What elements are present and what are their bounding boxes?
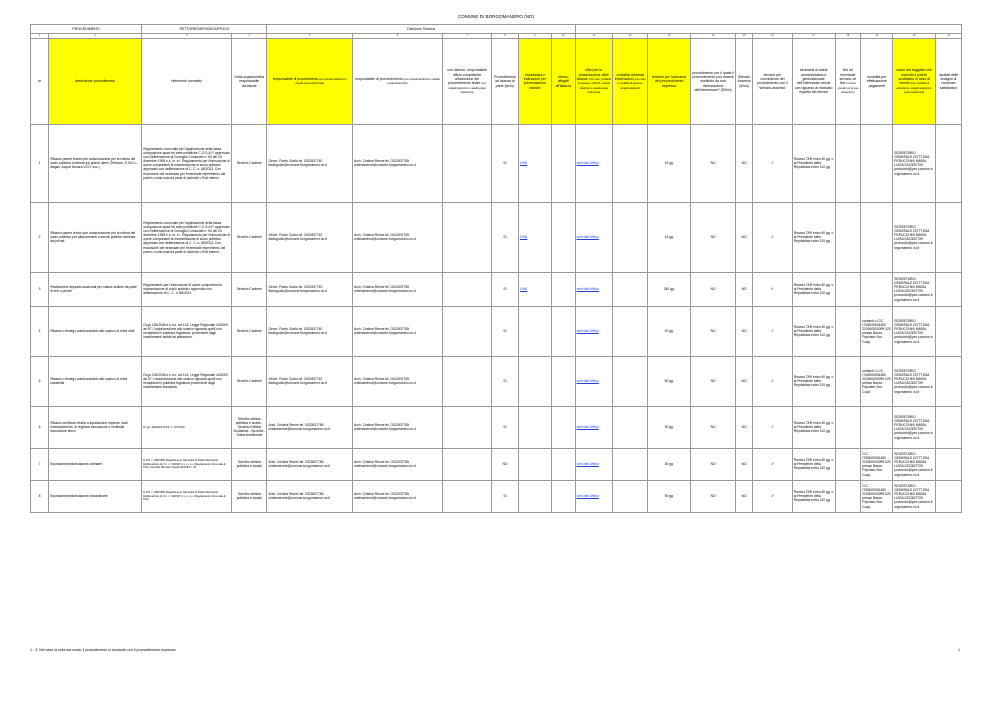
cell-sostituito: NO	[691, 356, 736, 406]
cell-customer	[936, 306, 962, 356]
uffici-link[interactable]: vedi dati Ufficio	[576, 379, 599, 384]
uffici-link[interactable]: vedi dati Ufficio	[576, 161, 599, 166]
cell-istanza: SI	[492, 202, 519, 272]
cell-ove-diverso	[442, 272, 491, 306]
header-ove-diverso: ove diverso, responsabile ufficio competente all'adozione del provvedimento finale (con recapiti telefonici e casella posta elettronica)	[442, 39, 491, 125]
cell-descrizione: Rilascio certificati relativi a liquidazione imprese, stati d'avanzamento, di regolare esecuzione e certificati esecuzione lavori	[49, 406, 142, 448]
modulistica-link[interactable]: LINK	[519, 235, 528, 240]
cell-modulistica	[518, 202, 551, 272]
cell-pagamenti	[861, 124, 893, 202]
cell-istanza: SI	[492, 356, 519, 406]
header-modalita: modalità richiesta informazioni (con orari e modalità di accesso, recapiti telefonici)	[613, 39, 648, 125]
cell-modulistica	[518, 406, 551, 448]
cell-link-servizio	[835, 448, 861, 480]
cell-resp-provv: Arch. Cristina Renne tel. 0322837765 cristinarenne@comune.borgomanero.no.it	[353, 480, 443, 512]
cell-descrizione: Esumazioni/estumulazioni ordinarie	[49, 448, 142, 480]
cell-descrizione: Rilascio parere tecnici per autorizzazione per la rottura del suolo pubblico per allacciamenti a servizi pubblici richiesta dai privati	[49, 202, 142, 272]
uffici-link[interactable]: vedi dati Ufficio	[576, 287, 599, 292]
top-bar-empty	[575, 25, 961, 34]
table-row	[31, 406, 962, 448]
cell-modalita	[613, 356, 648, 406]
cell-tutela: Ricorso TAR entro 60 gg. o al Presidente della Repubblica entro 120 gg.	[792, 480, 835, 512]
cell-tutela: Ricorso TAR entro 60 gg. o al Presidente della Repubblica entro 120 gg.	[792, 356, 835, 406]
uffici-link[interactable]: vedi dati Ufficio	[576, 425, 599, 430]
cell-pagamenti	[861, 406, 893, 448]
column-number: 8	[492, 33, 519, 39]
cell-pagamenti: contanti o C/C IT46D05034450 220000000099 020 presso Banco Popolare Soc. Coop.	[861, 306, 893, 356]
cell-modulistica	[518, 124, 551, 202]
header-sostituito: procedimento per il quale il provvedimento può essere sostituito da una dichiarazione dell'interessato? (SI/No)	[691, 39, 736, 125]
settore-label: SETTORE/SERVIZIO/UFFICIO	[142, 25, 267, 34]
cell-conclusione: //	[753, 448, 793, 480]
cell-silenzio: NO	[736, 306, 753, 356]
cell-unita: Servizio Cantiere	[232, 306, 267, 356]
uffici-link[interactable]: vedi dati Ufficio	[576, 462, 599, 467]
table-row	[31, 480, 962, 512]
cell-ove-diverso	[442, 356, 491, 406]
cell-ove-diverso	[442, 306, 491, 356]
cell-link-servizio	[835, 124, 861, 202]
cell-resp-provv: Arch. Cristina Renne tel. 0322837765 cristinarenne@comune.borgomanero.no.it	[353, 448, 443, 480]
cell-riferimenti: D.P.R. n. 285/1990 (Regolamento Nazionale di Polizia Mortuaria) Deliberazione di C.C. n. 30/1997 e s. m. e i. (Regolamento Comunale di P.M.)	[142, 480, 232, 512]
cell-resp-proc: Arch. Cristina Renne tel. 0322837765 cristinarenne@comune.borgomanero.no.it	[267, 480, 353, 512]
cell-modalita	[613, 272, 648, 306]
cell-customer	[936, 448, 962, 480]
column-number: 14	[691, 33, 736, 39]
cell-tutela: Ricorso TAR entro 60 gg. o al Presidente della Repubblica entro 120 gg.	[792, 406, 835, 448]
cell-conclusione: //	[753, 272, 793, 306]
header-allegati: elenco allegati all'istanza	[552, 39, 576, 125]
cell-sostituito: NO	[691, 124, 736, 202]
cell-nr: 3	[31, 272, 49, 306]
cell-modulistica	[518, 356, 551, 406]
cell-modalita	[613, 406, 648, 448]
header-modulistica: modulistica e indicazioni per presentazione istanze	[518, 39, 551, 125]
cell-uffici	[575, 272, 612, 306]
header-pagamenti: modalità per effettuazione pagamenti	[861, 39, 893, 125]
column-number: 3	[142, 33, 232, 39]
cell-termine: 240 gg.	[648, 272, 691, 306]
header-customer: risultati delle indagini di customer satisfaction	[936, 39, 962, 125]
top-bar-row	[31, 25, 962, 34]
cell-riferimenti: D. lgs. 163/2006 D.P.R. n. 207/2010	[142, 406, 232, 448]
cell-termine: 30 gg.	[648, 448, 691, 480]
cell-termine: 90 gg.	[648, 480, 691, 512]
cell-sostitutivo: SEGRETARIO GENERALE DOTT.SSA PERUCCHINI MARIA LUISA 0322837709 protocollo@pec.comune.borgomanero.no.it	[893, 356, 936, 406]
column-number: 17	[792, 33, 835, 39]
cell-riferimenti: Regolamento per l'esecuzione di opere comportanti la manomissione di suolo pubblico approvato con deliberazione di C. C. n. 88/2013	[142, 272, 232, 306]
cell-modalita	[613, 448, 648, 480]
cell-istanza: SI	[492, 306, 519, 356]
cell-modulistica	[518, 306, 551, 356]
cell-sostitutivo: SEGRETARIO GENERALE DOTT.SSA PERUCCHINI MARIA LUISA 0322837709 protocollo@pec.comune.borgomanero.no.it	[893, 448, 936, 480]
cell-sostituito: NO	[691, 202, 736, 272]
cell-resp-proc: Geom. Flavio Godio tel. 0322837740 flaviogodio@comune.borgomanero.no.it	[267, 272, 353, 306]
cell-termine: 20 gg.	[648, 306, 691, 356]
cell-tutela: Ricorso TAR entro 60 gg. o al Presidente della Repubblica entro 120 gg.	[792, 448, 835, 480]
cell-unita: Servizio edilizia pubblica e strade	[232, 480, 267, 512]
cell-customer	[936, 356, 962, 406]
header-istanza: Procedimento ad istanza di parte (si/no)	[492, 39, 519, 125]
cell-allegati	[552, 448, 576, 480]
modulistica-link[interactable]: LINK	[519, 287, 528, 292]
procedures-table	[30, 24, 962, 513]
cell-unita: Servizio edilizia pubblica e strade - Servizio Edilizia Scolastica - Sportiva - Tutela Ambientale	[232, 406, 267, 448]
cell-descrizione: Rilascio o diniego autorizzazione allo scarico di reflui industriali	[49, 356, 142, 406]
cell-termine: 15 gg.	[648, 124, 691, 202]
cell-resp-provv: Arch. Cristina Renne tel. 0322837765 cristinarenne@comune.borgomanero.no.it	[353, 306, 443, 356]
cell-allegati	[552, 272, 576, 306]
cell-istanza: SI	[492, 480, 519, 512]
cell-modalita	[613, 480, 648, 512]
cell-sostituito: NO	[691, 480, 736, 512]
cell-resp-proc: Arch. Cristina Renne tel. 0322837765 cristinarenne@comune.borgomanero.no.it	[267, 406, 353, 448]
cell-conclusione: //	[753, 124, 793, 202]
cell-customer	[936, 202, 962, 272]
cell-conclusione: //	[753, 202, 793, 272]
header-riferimenti: riferimenti normativi	[142, 39, 232, 125]
column-number: 7	[442, 33, 491, 39]
cell-allegati	[552, 406, 576, 448]
cell-sostitutivo: SEGRETARIO GENERALE DOTT.SSA PERUCCHINI MARIA LUISA 0322837709 protocollo@pec.comune.borgomanero.no.it	[893, 124, 936, 202]
cell-pagamenti	[861, 272, 893, 306]
cell-istanza: SI	[492, 406, 519, 448]
cell-silenzio: NO	[736, 356, 753, 406]
column-number: 10	[552, 33, 576, 39]
header-silenzio: Silenzio Assenso (si/no)	[736, 39, 753, 125]
column-number: 11	[575, 33, 612, 39]
column-number: 12	[613, 33, 648, 39]
table-row	[31, 356, 962, 406]
cell-uffici	[575, 202, 612, 272]
cell-ove-diverso	[442, 480, 491, 512]
column-number: 2	[49, 33, 142, 39]
cell-tutela: Ricorso TAR entro 60 gg. o al Presidente della Repubblica entro 120 gg.	[792, 124, 835, 202]
cell-termine: 15 gg.	[648, 202, 691, 272]
cell-nr: 5	[31, 356, 49, 406]
cell-pagamenti: contanti o C/C IT46D05034450 220000000099 020 presso Banco Popolare Soc. Coop.	[861, 356, 893, 406]
cell-ove-diverso	[442, 202, 491, 272]
column-number: 16	[753, 33, 793, 39]
header-nr: nr	[31, 39, 49, 125]
cell-resp-provv: Arch. Cristina Renne tel. 0322837765 cristinarenne@comune.borgomanero.no.it	[353, 202, 443, 272]
cell-modalita	[613, 306, 648, 356]
cell-tutela: Ricorso TAR entro 60 gg. o al Presidente della Repubblica entro 120 gg.	[792, 306, 835, 356]
cell-resp-proc: Geom. Flavio Godio tel. 0322837740 flaviogodio@comune.borgomanero.no.it	[267, 124, 353, 202]
column-number: 9	[518, 33, 551, 39]
cell-pagamenti: C/C IT46D05034450 220000000099 020 presso Banco Popolare Soc. Coop.	[861, 480, 893, 512]
cell-sostituito: NO	[691, 448, 736, 480]
cell-riferimenti: Regolamento comunale per l'applicazione della tassa occupazione spazi ed aree pubbliche C.O.S.A.P. approvato con Deliberazione di Consiglio Comunale n. 54 del 04 dicembre 1998 e s. m. e i. Regolamento per l'esecuzione di opere comportanti la manomissione di suolo pubblico approvato con deliberazione di C. C. n. 88/2013. Con esclusione dei necessari per l'eventuale reperimento dei pareri o nulla osta da parte di Aziende o Enti esterni.	[142, 124, 232, 202]
cell-conclusione: //	[753, 356, 793, 406]
header-link-servizio: link ad eventuale servizio on line (o tempi previsti per la sua attivazione)	[835, 39, 861, 125]
cell-silenzio: NO	[736, 124, 753, 202]
cell-customer	[936, 124, 962, 202]
cell-sostituito: NO	[691, 406, 736, 448]
uffici-link[interactable]: vedi dati Ufficio	[576, 235, 599, 240]
uffici-link[interactable]: vedi dati Ufficio	[576, 494, 599, 499]
cell-descrizione: Esumazioni/estumulazioni straordinarie	[49, 480, 142, 512]
cell-pagamenti	[861, 202, 893, 272]
column-number: 21	[936, 33, 962, 39]
cell-ove-diverso	[442, 406, 491, 448]
cell-resp-proc: Geom. Flavio Godio tel. 0322837740 flaviogodio@comune.borgomanero.no.it	[267, 356, 353, 406]
cell-sostitutivo: SEGRETARIO GENERALE DOTT.SSA PERUCCHINI MARIA LUISA 0322837709 protocollo@pec.comune.borgomanero.no.it	[893, 306, 936, 356]
cell-sostitutivo: SEGRETARIO GENERALE DOTT.SSA PERUCCHINI MARIA LUISA 0322837709 protocollo@pec.comune.borgomanero.no.it	[893, 202, 936, 272]
cell-modulistica	[518, 272, 551, 306]
header-unita: Unità organizzativa responsabile istruttoria	[232, 39, 267, 125]
table-row	[31, 306, 962, 356]
cell-descrizione: Restituzione depositi cauzionali per rottura sedime da parte di enti o privati	[49, 272, 142, 306]
cell-nr: 1	[31, 124, 49, 202]
table-row	[31, 202, 962, 272]
cell-sostituito: NO	[691, 272, 736, 306]
cell-resp-provv: Arch. Cristina Renne tel. 0322837765 cristinarenne@comune.borgomanero.no.it	[353, 272, 443, 306]
cell-termine: 60 gg.	[648, 356, 691, 406]
cell-allegati	[552, 202, 576, 272]
cell-allegati	[552, 124, 576, 202]
header-uffici: uffici per la presentazione delle istanze (con orari, modalità di accesso, indirizzi, recapiti telefonici e casella posta elettronica)	[575, 39, 612, 125]
cell-riferimenti: DLgs 152/2006 e s.m.i. art 124, Legge Regionale 44/2000 art 57 L'autorizzazione allo scarico riguarda quelli non recapitanti in pubblica fognatura; provenienti dagli insediamenti adibiti ad abitazione.	[142, 306, 232, 356]
cell-silenzio: NO	[736, 272, 753, 306]
cell-ove-diverso	[442, 448, 491, 480]
cell-resp-proc: Geom. Flavio Godio tel. 0322837740 flaviogodio@comune.borgomanero.no.it	[267, 306, 353, 356]
cell-nr: 2	[31, 202, 49, 272]
cell-customer	[936, 272, 962, 306]
cell-link-servizio	[835, 356, 861, 406]
column-number: 6	[353, 33, 443, 39]
column-number: 1	[31, 33, 49, 39]
cell-allegati	[552, 356, 576, 406]
column-number: 20	[893, 33, 936, 39]
cell-link-servizio	[835, 406, 861, 448]
cell-unita: Servizio Cantiere	[232, 202, 267, 272]
cell-istanza: SI	[492, 272, 519, 306]
cell-istanza: NO	[492, 448, 519, 480]
header-descrizione: descrizione procedimento	[49, 39, 142, 125]
cell-customer	[936, 480, 962, 512]
cell-uffici	[575, 448, 612, 480]
cell-riferimenti: Regolamento comunale per l'applicazione della tassa occupazione spazi ed aree pubbliche C.O.S.A.P. approvato con Deliberazione di Consiglio Comunale n. 54 del 04 dicembre 1998 e s. m. e i. Regolamento per l'esecuzione di opere comportanti la manomissione di suolo pubblico approvato con deliberazione di C. C. n. 88/2013. Con esclusione dei necessari per l'eventuale reperimento dei pareri o nulla osta da parte di Aziende o Enti esterni.	[142, 202, 232, 272]
cell-uffici	[575, 356, 612, 406]
cell-modulistica	[518, 480, 551, 512]
modulistica-link[interactable]: LINK	[519, 161, 528, 166]
cell-unita: Servizio Cantiere	[232, 124, 267, 202]
cell-descrizione: Rilascio parere tecnici per autorizzazione per la rottura del suolo pubblico richiesta dai grandi utenti (Telecom, E.N.E.L., Italgas, Acqua Novara-VCO, ecc.)	[49, 124, 142, 202]
cell-riferimenti: D.P.R. n. 285/1990 (Regolamento Nazionale di Polizia Mortuaria) Deliberazione di C.C. n. 30/1997 e s. m. e i. (Regolamento Comunale di P.M.) Circolare Ministero Sanità 24/1993 n. 10	[142, 448, 232, 480]
cell-link-servizio	[835, 272, 861, 306]
cell-allegati	[552, 306, 576, 356]
cell-conclusione: //	[753, 306, 793, 356]
cell-descrizione: Rilascio o diniego autorizzazione allo scarico di reflui civili	[49, 306, 142, 356]
cell-allegati	[552, 480, 576, 512]
cell-sostitutivo: SEGRETARIO GENERALE DOTT.SSA PERUCCHINI MARIA LUISA 0322837709 protocollo@pec.comune.borgomanero.no.it	[893, 272, 936, 306]
table-row	[31, 272, 962, 306]
cell-uffici	[575, 124, 612, 202]
header-resp-provv: responsabile di provvedimento (con recapiti telefonici e casella posta elettronica)	[353, 39, 443, 125]
cell-conclusione: //	[753, 480, 793, 512]
cell-sostitutivo: SEGRETARIO GENERALE DOTT.SSA PERUCCHINI MARIA LUISA 0322837709 protocollo@pec.comune.borgomanero.no.it	[893, 480, 936, 512]
uffici-link[interactable]: vedi dati Ufficio	[576, 329, 599, 334]
cell-nr: 8	[31, 480, 49, 512]
column-number: 4	[232, 33, 267, 39]
table-row	[31, 124, 962, 202]
cell-resp-proc: Geom. Flavio Godio tel. 0322837740 flaviogodio@comune.borgomanero.no.it	[267, 202, 353, 272]
cell-sostitutivo: SEGRETARIO GENERALE DOTT.SSA PERUCCHINI MARIA LUISA 0322837709 protocollo@pec.comune.borgomanero.no.it	[893, 406, 936, 448]
header-tutela: strumenti di tutela amministrativa e giurisdizionale dell'interessato anche con riguardo al mancato rispetto dei termini	[792, 39, 835, 125]
header-conclusione: termine per conclusione del procedimento con il "silenzio-assenso"	[753, 39, 793, 125]
cell-resp-provv: Arch. Cristina Renne tel. 0322837765 cristinarenne@comune.borgomanero.no.it	[353, 406, 443, 448]
cell-sostituito: NO	[691, 306, 736, 356]
cell-ove-diverso	[442, 124, 491, 202]
header-resp-proc: responsabile di procedimento (con recapiti telefonici e casella posta elettronica)	[267, 39, 353, 125]
cell-customer	[936, 406, 962, 448]
cell-unita: Servizio Cantiere	[232, 272, 267, 306]
cell-nr: 6	[31, 406, 49, 448]
cell-unita: Servizio Cantiere	[232, 356, 267, 406]
cell-conclusione: //	[753, 406, 793, 448]
cell-link-servizio	[835, 480, 861, 512]
cell-pagamenti: C/C IT46D05034450 220000000099 020 presso Banco Popolare Soc. Coop.	[861, 448, 893, 480]
cell-modalita	[613, 202, 648, 272]
column-number: 18	[835, 33, 861, 39]
cell-link-servizio	[835, 202, 861, 272]
cell-modulistica	[518, 448, 551, 480]
table-row	[31, 448, 962, 480]
cell-tutela: Ricorso TAR entro 60 gg. o al Presidente della Repubblica entro 120 gg.	[792, 202, 835, 272]
cell-uffici	[575, 306, 612, 356]
cell-istanza: SI	[492, 124, 519, 202]
cell-link-servizio	[835, 306, 861, 356]
page-title: COMUNE DI BORGOMANERO (NO)	[457, 14, 535, 19]
header-row	[31, 39, 962, 125]
cell-silenzio: NO	[736, 202, 753, 272]
cell-resp-provv: Arch. Cristina Renne tel. 0322837765 cristinarenne@comune.borgomanero.no.it	[353, 124, 443, 202]
column-number: 5	[267, 33, 353, 39]
cell-uffici	[575, 480, 612, 512]
cell-riferimenti: DLgs 152/2006 e s.m.i. art 124, Legge Regionale 44/2000 art 57 L'autorizzazione allo scarico riguarda quelli non recapitanti in pubblica fognatura provenienti dagli insediamenti industriali.	[142, 356, 232, 406]
header-termine: termine per l'adozione del provvedimento espresso	[648, 39, 691, 125]
procedimenti-label: PROCEDIMENTI	[31, 25, 142, 34]
cell-resp-provv: Arch. Cristina Renne tel. 0322837765 cristinarenne@comune.borgomanero.no.it	[353, 356, 443, 406]
column-number: 19	[861, 33, 893, 39]
cell-resp-proc: Arch. Cristina Renne tel. 0322837765 cristinarenne@comune.borgomanero.no.it	[267, 448, 353, 480]
page-number: 1	[958, 648, 960, 652]
cell-silenzio: NO	[736, 480, 753, 512]
cell-modalita	[613, 124, 648, 202]
cell-unita: Servizio edilizia pubblica e strade	[232, 448, 267, 480]
cell-tutela: Ricorso TAR entro 60 gg. o al Presidente della Repubblica entro 120 gg.	[792, 272, 835, 306]
header-sostitutivo: nome del soggetto che esercita il potere sostitutivo in caso di inerzia (con modalità di attivazione, recapiti telefonici e posta elettronica)	[893, 39, 936, 125]
cell-nr: 7	[31, 448, 49, 480]
column-number: 15	[736, 33, 753, 39]
divisione-label: Divisione Tecnica	[267, 25, 575, 34]
footer-note: 1 - 2: Nel caso la cella sia vuota, il procedimento si conclude con il provvedimento espresso	[30, 648, 176, 652]
cell-termine: 30 gg.	[648, 406, 691, 448]
cell-silenzio: NO	[736, 448, 753, 480]
column-number: 13	[648, 33, 691, 39]
cell-silenzio: NO	[736, 406, 753, 448]
cell-nr: 4	[31, 306, 49, 356]
cell-uffici	[575, 406, 612, 448]
